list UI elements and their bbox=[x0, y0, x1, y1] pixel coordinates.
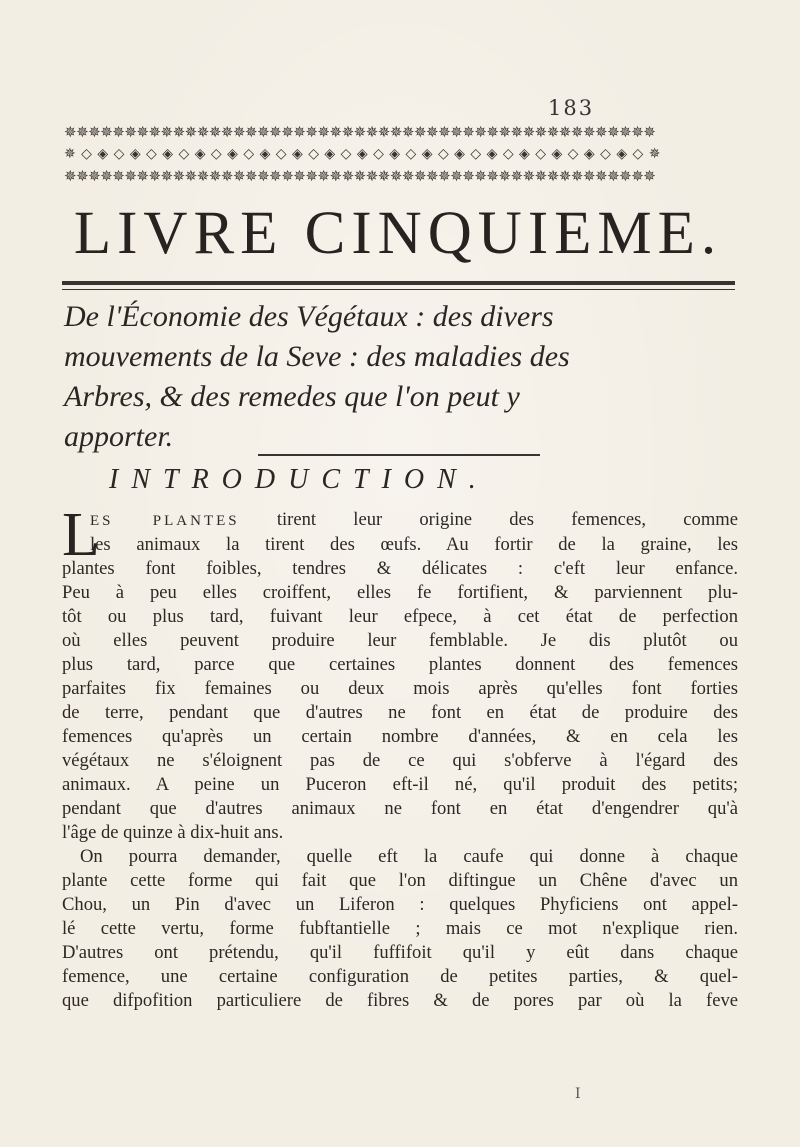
body-line: parfaites fix femaines ou deux mois après qu'elles font forties bbox=[62, 678, 738, 699]
title-rule-thick bbox=[62, 281, 735, 285]
body-line: lé cette vertu, forme fubftantielle ; mais ce mot n'explique rien. bbox=[62, 918, 738, 939]
chapter-title-line: mouvements de la Seve : des maladies des bbox=[64, 340, 570, 373]
body-line: tôt ou plus tard, fuivant leur efpece, à cet état de perfection bbox=[62, 606, 738, 627]
chapter-title-line: apporter. bbox=[64, 420, 174, 453]
body-line: l'âge de quinze à dix-huit ans. bbox=[62, 822, 284, 843]
body-line: plante cette forme qui fait que l'on diftingue un Chêne d'avec un bbox=[62, 870, 738, 891]
book-title: LIVRE CINQUIEME. bbox=[73, 200, 723, 267]
first-line-smallcaps: ES PLANTES bbox=[90, 513, 240, 529]
first-line-text: tirent leur origine des femences, comme bbox=[276, 509, 738, 530]
body-line: D'autres ont prétendu, qu'il fuffifoit qu'il y eût dans chaque bbox=[62, 942, 738, 963]
page-number: 183 bbox=[548, 96, 595, 120]
body-line: pendant que d'autres animaux ne font en état d'engendrer qu'à bbox=[62, 798, 738, 819]
body-text bbox=[62, 501, 738, 1013]
body-line: femences qu'après un certain nombre d'années, & en cela les bbox=[62, 726, 738, 747]
ornament-row-top: ✵✵✵✵✵✵✵✵✵✵✵✵✵✵✵✵✵✵✵✵✵✵✵✵✵✵✵✵✵✵✵✵✵✵✵✵✵✵✵✵✵✵✵✵✵✵✵✵✵ bbox=[64, 123, 656, 141]
body-line: Peu à peu elles croiffent, elles fe fortifient, & parviennent plu- bbox=[62, 582, 738, 603]
body-line: que difpofition particuliere de fibres & de pores par où la feve bbox=[62, 990, 738, 1011]
catchword: I bbox=[575, 1086, 581, 1102]
body-line: Chou, un Pin d'avec un Liferon : quelques Phyficiens ont appel- bbox=[62, 894, 738, 915]
title-rule-thin bbox=[62, 289, 735, 290]
body-line: animaux. A peine un Puceron eft-il né, qu'il produit des petits; bbox=[62, 774, 738, 795]
drop-cap: L bbox=[62, 501, 100, 569]
body-line: On pourra demander, quelle eft la caufe qui donne à chaque bbox=[80, 846, 738, 867]
section-rule bbox=[258, 454, 540, 456]
body-line: plus tard, parce que certaines plantes donnent des femences bbox=[62, 654, 738, 675]
body-line: femence, une certaine configuration de petites parties, & quel- bbox=[62, 966, 738, 987]
chapter-title-line: Arbres, & des remedes que l'on peut y bbox=[64, 380, 520, 413]
decorative-ornament-band bbox=[64, 123, 734, 187]
ornament-row-bottom: ✵✵✵✵✵✵✵✵✵✵✵✵✵✵✵✵✵✵✵✵✵✵✵✵✵✵✵✵✵✵✵✵✵✵✵✵✵✵✵✵✵✵✵✵✵✵✵✵✵ bbox=[64, 167, 656, 185]
ornament-row-middle: ✵ ◇ ◈ ◇ ◈ ◇ ◈ ◇ ◈ ◇ ◈ ◇ ◈ ◇ ◈ ◇ ◈ ◇ ◈ ◇ ◈ ◇ ◈ ◇ ◈ ◇ ◈ ◇ ◈ ◇ ◈ ◇ ◈ ◇ ◈ ◇ ✵ bbox=[64, 146, 661, 162]
chapter-title bbox=[64, 297, 664, 457]
section-heading: INTRODUCTION. bbox=[109, 464, 489, 495]
body-line: végétaux ne s'éloignent pas de ce qui s'obferve à l'égard des bbox=[62, 750, 738, 771]
body-line: où elles peuvent produire leur femblable. Je dis plutôt ou bbox=[62, 630, 738, 651]
body-line bbox=[62, 508, 738, 533]
body-line: les animaux la tirent des œufs. Au fortir de la graine, les bbox=[90, 534, 738, 555]
chapter-title-line: De l'Économie des Végétaux : des divers bbox=[64, 300, 554, 333]
body-line: plantes font foibles, tendres & délicates : c'eft leur enfance. bbox=[62, 558, 738, 579]
body-line: de terre, pendant que d'autres ne font en état de produire des bbox=[62, 702, 738, 723]
